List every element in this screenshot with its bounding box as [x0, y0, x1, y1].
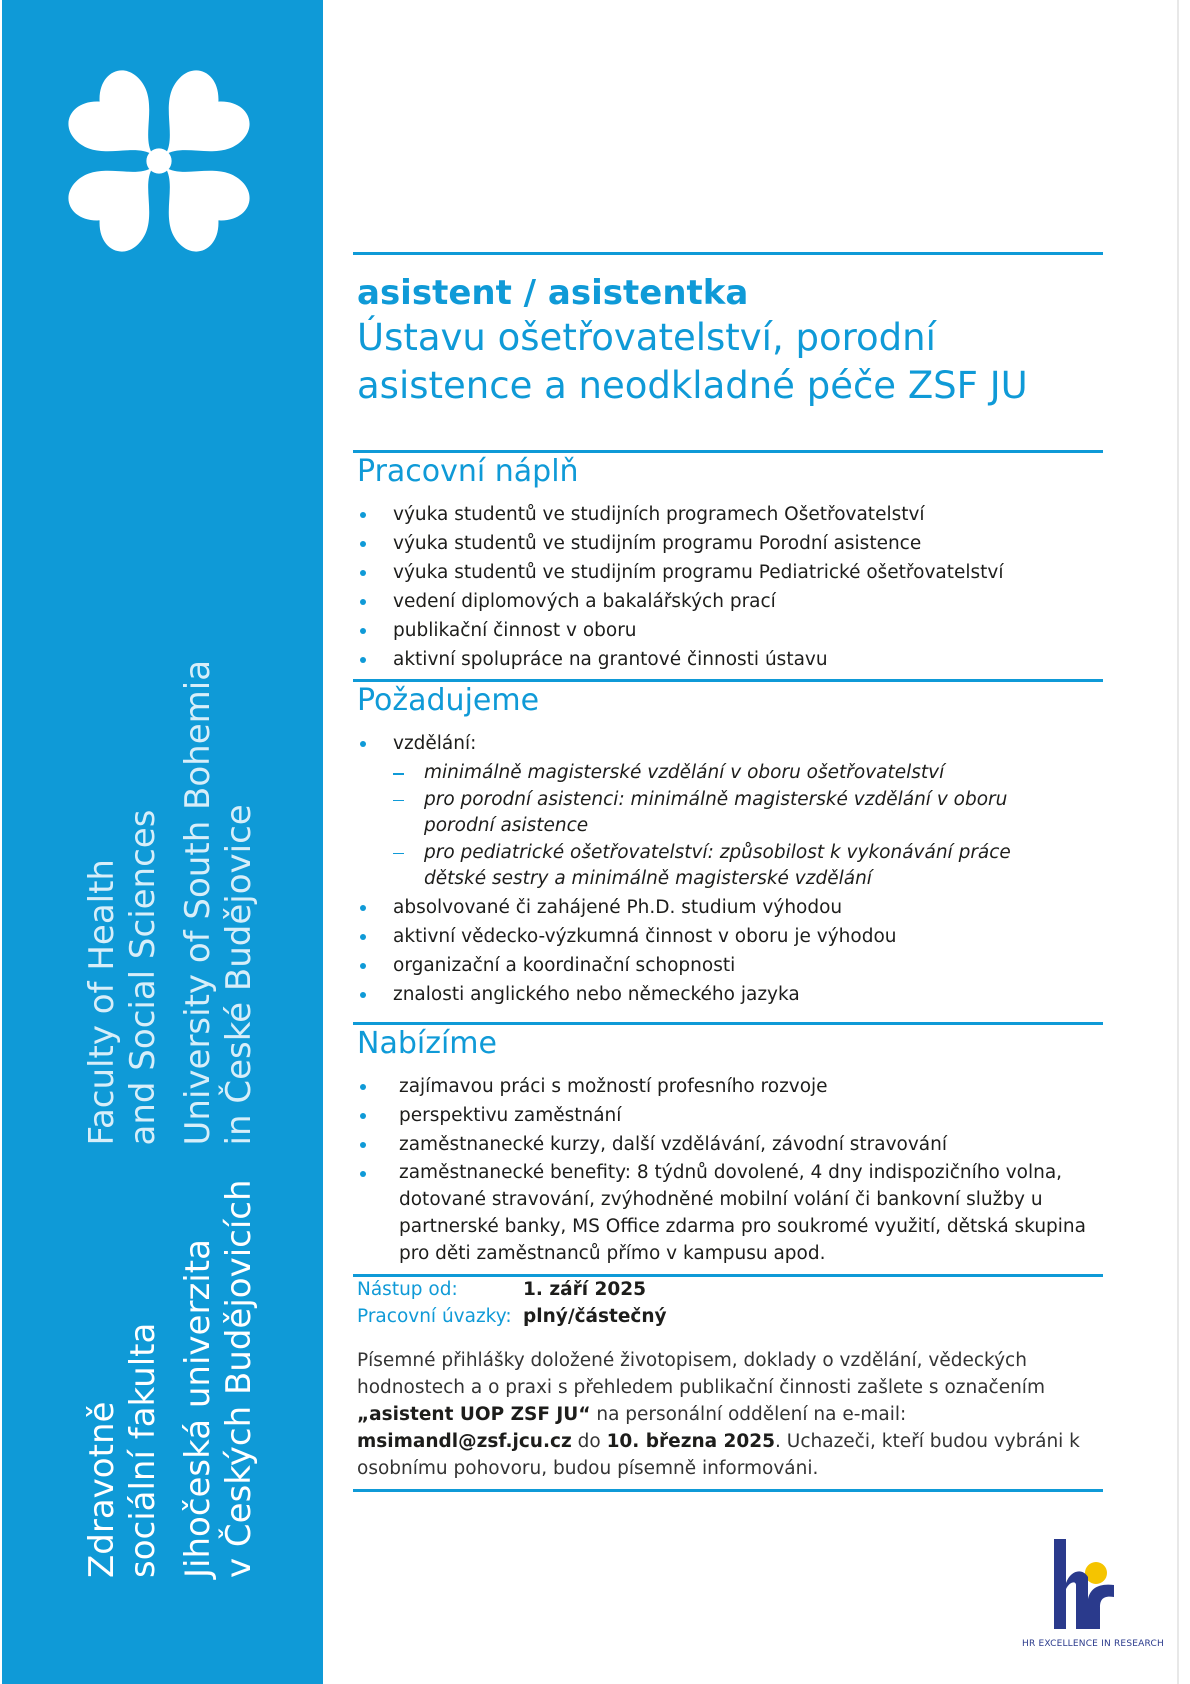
- apply-text: Písemné přihlášky doložené životopisem, doklady o vzdělání, vědeckých hodnostech a o praxi s přehledem publikační činnosti zašlete s označením: [357, 1350, 1045, 1398]
- offer-section: [357, 1024, 1097, 1267]
- english-names: [82, 660, 260, 1146]
- sub-list-item: minimálně magisterské vzdělání v oboru ošetřovatelství: [389, 760, 1097, 787]
- university-en-line2: in České Budějovice: [219, 804, 259, 1146]
- application-instructions: [357, 1347, 1097, 1482]
- divider: [353, 1489, 1103, 1492]
- list-item: [357, 729, 1097, 893]
- job-title: asistent / asistentka: [357, 273, 749, 313]
- sub-list-item: pro porodní asistenci: minimálně magisterské vzdělání v oboru porodní asistence: [389, 787, 1069, 840]
- duties-section: [357, 452, 1097, 674]
- apply-text: do: [571, 1431, 607, 1452]
- requirements-list: [357, 729, 1097, 1009]
- start-row: [357, 1276, 667, 1303]
- list-item: vedení diplomových a bakalářských prací: [357, 587, 1097, 616]
- education-label: vzdělání:: [393, 733, 477, 754]
- title-block: [357, 272, 1097, 410]
- sidebar: [2, 0, 323, 1684]
- offer-list: [357, 1072, 1097, 1267]
- sub-list-item: pro pediatrické ošetřovatelství: způsobilost k vykonávání práce dětské sestry a minimálně magisterské vzdělání: [389, 840, 1069, 893]
- hr-caption: HR EXCELLENCE IN RESEARCH: [1022, 1639, 1164, 1649]
- university-cz-line1: Jihočeská univerzita: [178, 1239, 218, 1578]
- terms-block: [357, 1276, 667, 1330]
- faculty-en-line2: and Social Sciences: [123, 809, 163, 1146]
- faculty-name-vertical: [82, 660, 260, 1578]
- list-item: výuka studentů ve studijním programu Pediatrické ošetřovatelství: [357, 558, 1097, 587]
- hr-excellence-logo: [1022, 1537, 1162, 1649]
- list-item: perspektivu zaměstnání: [357, 1101, 1097, 1130]
- list-item: publikační činnost v oboru: [357, 616, 1097, 645]
- university-en-line1: University of South Bohemia: [178, 659, 218, 1146]
- faculty-cz-line1: Zdravotně: [82, 1401, 122, 1578]
- list-item: zaměstnanecké kurzy, další vzdělávání, závodní stravování: [357, 1130, 1097, 1159]
- list-item: absolvované či zahájené Ph.D. studium výhodou: [357, 893, 1097, 922]
- list-item: zajímavou práci s možností profesního rozvoje: [357, 1072, 1097, 1101]
- start-label: Nástup od:: [357, 1279, 458, 1300]
- load-label: Pracovní úvazky:: [357, 1306, 512, 1327]
- hr-logo-mark-icon: [1022, 1537, 1122, 1633]
- faculty-en-line1: Faculty of Health: [82, 859, 122, 1146]
- department-title-line1: Ústavu ošetřovatelství, porodní: [357, 316, 936, 359]
- apply-text: na personální oddělení na e-mail:: [590, 1404, 907, 1425]
- four-heart-flower-icon: [54, 56, 264, 266]
- list-item: znalosti anglického nebo německého jazyka: [357, 980, 1097, 1009]
- deadline: 10. března 2025: [606, 1431, 776, 1452]
- czech-names: [82, 1179, 260, 1578]
- requirements-heading: Požadujeme: [357, 683, 540, 718]
- department-title: [357, 314, 1097, 410]
- spacer: [164, 660, 178, 1146]
- list-item: aktivní vědecko-výzkumná činnost v oboru je výhodou: [357, 922, 1097, 951]
- education-sublist: [389, 760, 1097, 893]
- department-title-line2: asistence a neodkladné péče ZSF JU: [357, 364, 1028, 407]
- university-cz-line2: v Českých Budějovicích: [219, 1179, 259, 1578]
- list-item: aktivní spolupráce na grantové činnosti ústavu: [357, 645, 1097, 674]
- page-edge: [1177, 0, 1179, 1684]
- start-value: 1. září 2025: [523, 1279, 646, 1300]
- list-item: výuka studentů ve studijním programu Porodní asistence: [357, 529, 1097, 558]
- apply-text: . Uchazeči, kteří budou vybráni k osobnímu pohovoru, budou písemně informováni.: [357, 1431, 1080, 1479]
- load-row: [357, 1303, 667, 1330]
- list-item: organizační a koordinační schopnosti: [357, 951, 1097, 980]
- apply-code: „asistent UOP ZSF JU“: [357, 1404, 591, 1425]
- load-value: plný/částečný: [523, 1306, 667, 1327]
- duties-list: [357, 500, 1097, 674]
- list-item: zaměstnanecké benefity: 8 týdnů dovolené, 4 dny indispozičního volna, dotované stravování, zvýhodněné mobilní volání či bankovní služby u partnerské banky, MS Office zdarma pro soukromé využití, dětská skupina pro děti zaměstnanců přímo v kampusu apod.: [357, 1159, 1097, 1267]
- offer-heading: Nabízíme: [357, 1026, 497, 1061]
- contact-email[interactable]: msimandl@zsf.jcu.cz: [357, 1431, 572, 1452]
- faculty-cz-line2: sociální fakulta: [123, 1322, 163, 1578]
- list-item: výuka studentů ve studijních programech Ošetřovatelství: [357, 500, 1097, 529]
- requirements-section: [357, 681, 1097, 1009]
- divider: [353, 252, 1103, 255]
- duties-heading: Pracovní náplň: [357, 454, 579, 489]
